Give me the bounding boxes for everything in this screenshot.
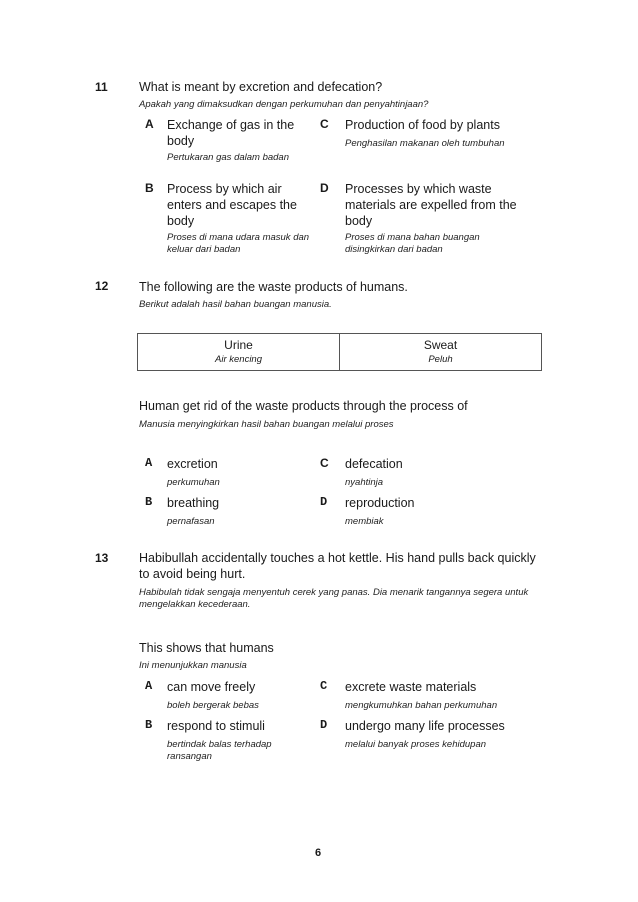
q11-option-a-ms: Pertukaran gas dalam badan xyxy=(167,152,289,163)
table-row xyxy=(138,334,542,371)
q12-intro-en: The following are the waste products of humans. xyxy=(139,280,408,294)
q12-option-c-letter: C xyxy=(320,456,329,470)
q13-option-a-en: can move freely xyxy=(167,680,256,694)
q13-option-b-letter: B xyxy=(145,718,153,732)
q13-question-ms: Ini menunjukkan manusia xyxy=(139,660,247,671)
q13-option-c-en: excrete waste materials xyxy=(345,680,477,694)
q13-option-d-ms: melalui banyak proses kehidupan xyxy=(345,739,487,750)
q12-option-b-en: breathing xyxy=(167,496,220,510)
urine-label-en: Urine xyxy=(224,338,253,352)
q12-intro-ms: Berikut adalah hasil bahan buangan manusia. xyxy=(139,299,332,310)
q13-option-b-en: respond to stimuli xyxy=(167,719,265,733)
sweat-label-ms: Peluh xyxy=(428,354,453,365)
q12-option-c-en: defecation xyxy=(345,457,403,471)
q13-option-d-en: undergo many life processes xyxy=(345,719,505,733)
q11-question-en: What is meant by excretion and defecation? xyxy=(139,80,383,94)
q12-number: 12 xyxy=(95,279,109,293)
q12-option-a-ms: perkumuhan xyxy=(167,477,220,488)
q11-number: 11 xyxy=(95,80,108,94)
sweat-label-en: Sweat xyxy=(423,338,458,352)
q13-question-en: This shows that humans xyxy=(139,641,274,655)
q12-question-ms: Manusia menyingkirkan hasil bahan buangan melalui proses xyxy=(139,419,394,430)
q12-option-d-en: reproduction xyxy=(345,496,415,510)
q13-option-b-ms: bertindak balas terhadap ransangan xyxy=(167,739,272,762)
waste-products-table xyxy=(137,333,542,371)
page-number: 6 xyxy=(315,847,322,859)
q12-option-a-letter: A xyxy=(145,456,153,470)
q13-scenario-ms: Habibulah tidak sengaja menyentuh cerek yang panas. Dia menarik tangannya segera untuk mengelakkan kecederaan. xyxy=(139,587,529,610)
table-cell-urine xyxy=(138,334,340,371)
q13-option-d-letter: D xyxy=(320,718,328,732)
q12-option-b-letter: B xyxy=(145,495,153,509)
q13-scenario-en: Habibullah accidentally touches a hot kettle. His hand pulls back quickly to avoid being hurt. xyxy=(139,551,536,581)
q13-number: 13 xyxy=(95,551,109,565)
q11-option-d-en: Processes by which waste materials are expelled from the body xyxy=(345,182,517,228)
q11-option-c-en: Production of food by plants xyxy=(345,118,500,132)
table-cell-sweat xyxy=(340,334,542,371)
q11-option-b-en: Process by which air enters and escapes the body xyxy=(167,182,297,228)
q11-option-c-ms: Penghasilan makanan oleh tumbuhan xyxy=(345,138,505,149)
q12-option-c-ms: nyahtinja xyxy=(345,477,384,488)
q12-question-en: Human get rid of the waste products through the process of xyxy=(139,399,468,413)
q13-option-a-ms: boleh bergerak bebas xyxy=(167,700,259,711)
q12-option-a-en: excretion xyxy=(167,457,218,471)
q11-option-a-letter: A xyxy=(145,117,154,131)
q12-option-b-ms: pernafasan xyxy=(167,516,215,527)
q13-option-a-letter: A xyxy=(145,679,153,693)
q11-option-c-letter: C xyxy=(320,117,329,131)
q12-option-d-ms: membiak xyxy=(345,516,384,527)
urine-label-ms: Air kencing xyxy=(215,354,262,365)
q11-option-b-ms: Proses di mana udara masuk dan keluar dari badan xyxy=(167,232,310,255)
q11-option-a-en: Exchange of gas in the body xyxy=(167,118,295,148)
q13-option-c-ms: mengkumuhkan bahan perkumuhan xyxy=(345,700,498,711)
q11-option-d-ms: Proses di mana bahan buangan disingkirkan dari badan xyxy=(345,232,480,255)
q11-question-ms: Apakah yang dimaksudkan dengan perkumuhan dan penyahtinjaan? xyxy=(139,99,429,110)
q11-option-b-letter: B xyxy=(145,181,154,195)
q13-option-c-letter: C xyxy=(320,679,328,693)
q12-option-d-letter: D xyxy=(320,495,328,509)
q11-option-d-letter: D xyxy=(320,181,329,195)
